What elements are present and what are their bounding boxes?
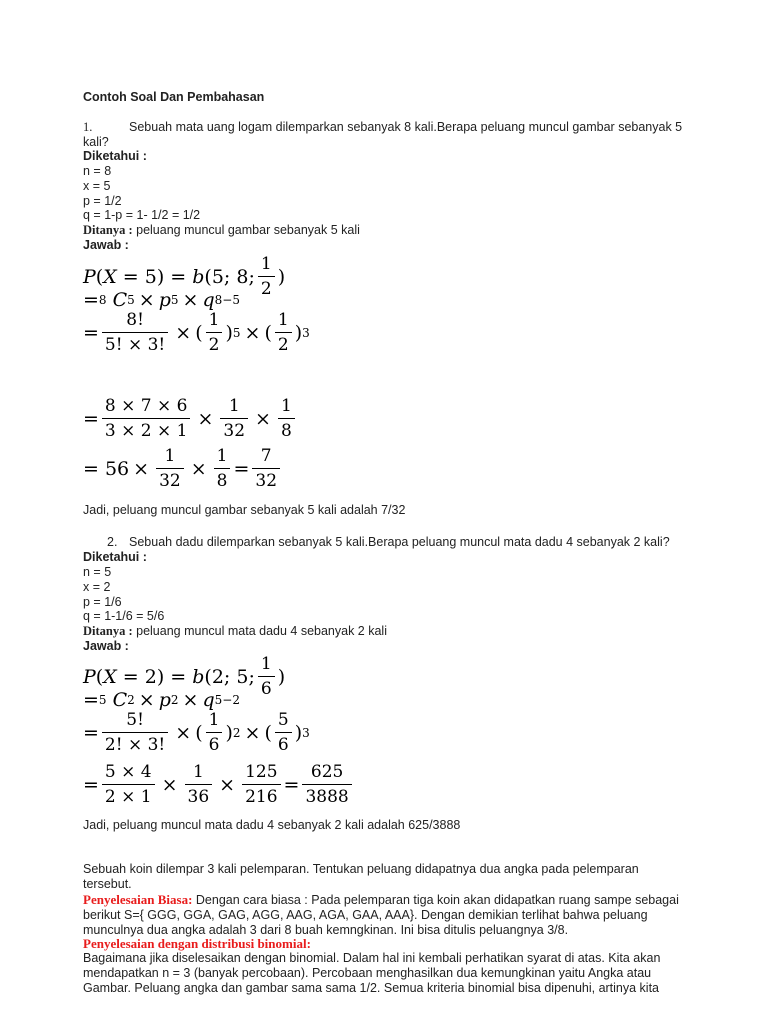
q2-known-label: Diketahui : [83, 550, 147, 564]
q2-asked-line [83, 624, 387, 639]
q1-question: Sebuah mata uang logam dilemparkan sebanyak 8 kali.Berapa peluang muncul gambar sebanyak 5 kali? [83, 120, 683, 149]
q2-known-q: q = 1-1/6 = 5/6 [83, 609, 165, 623]
q2-known-x: x = 2 [83, 580, 111, 594]
q1-known-label: Diketahui : [83, 149, 147, 163]
q2-formula-line3: = $\frac{5!}{2! \times 3!}$ × ( $\frac{1}{6}$ ) 2 × ( $\frac{5}{6}$ ) 3 [83, 710, 310, 755]
q3-binom-label: Penyelesaian dengan distribusi binomial: [83, 936, 311, 951]
q3-biasa-paragraph [83, 892, 688, 938]
q2-conclusion: Jadi, peluang muncul mata dadu 4 sebanyak 2 kali adalah 625/3888 [83, 818, 461, 832]
q3-binom-text: Bagaimana jika diselesaikan dengan binomial. Dalam hal ini kembali perhatikan syarat di atas. Kita akan mendapatkan n = 3 (banyak percobaan). Percobaan menghasilkan dua kemungkinan yaitu Angka atau Gambar. Peluang angka dan gambar sama sama 1/2. Semua kriteria binomial bisa dipenuhi, artinya kita [83, 951, 661, 995]
q1-known-p: p = 1/2 [83, 194, 122, 208]
q2-asked-text: peluang muncul mata dadu 4 sebanyak 2 kali [132, 624, 387, 638]
q2-known-n: n = 5 [83, 565, 112, 579]
q1-answer-label: Jawab : [83, 238, 129, 252]
q1-formula-line1: P ( X = 5) = b (5; 8; $\frac{1}{2}$ ) [83, 254, 286, 299]
q2-number: 2. [107, 535, 118, 549]
q2-formula-line2: = 5 C 2 × p 2 × q 5−2 [83, 689, 240, 711]
q2-known-p: p = 1/6 [83, 595, 122, 609]
q2-answer-label: Jawab : [83, 639, 129, 653]
q1-conclusion: Jadi, peluang muncul gambar sebanyak 5 kali adalah 7/32 [83, 503, 406, 517]
q2-question: Sebuah dadu dilemparkan sebanyak 5 kali.Berapa peluang muncul mata dadu 4 sebanyak 2 kali? [129, 535, 670, 549]
q3-intro: Sebuah koin dilempar 3 kali pelemparan. Tentukan peluang didapatnya dua angka pada pelemparan tersebut. [83, 862, 639, 891]
q1-number: 1. [83, 120, 93, 134]
q1-formula-line3: = $\frac{8!}{5! \times 3!}$ × ( $\frac{1}{2}$ ) 5 × ( $\frac{1}{2}$ ) 3 [83, 310, 310, 355]
q1-formula-line5: = 56 × $\frac{1}{32}$ × $\frac{1}{8}$ = $\frac{7}{32}$ [83, 446, 283, 491]
q1-asked-line [83, 223, 360, 238]
q1-asked-label: Ditanya : [83, 223, 133, 237]
q3-biasa-text: Dengan cara biasa : Pada pelemparan tiga koin akan didapatkan ruang sampe sebagai berikut S={ GGG, GGA, GAG, AGG, AAG, AGA, GAA, AAA}. Dengan demikian terlihat bahwa peluang munculnya dua angka adalah 3 dari 8 buah kemngkinan. Ini bisa ditulis peluangnya 3/8. [83, 893, 679, 937]
page-title: Contoh Soal Dan Pembahasan [83, 90, 265, 104]
q2-formula-line4: = $\frac{5 \times 4}{2 \times 1}$ × $\frac{1}{36}$ × $\frac{125}{216}$ = $\frac{625}{3888}$ [83, 762, 355, 807]
q1-formula-line4: = $\frac{8 \times 7 \times 6}{3 \times 2 \times 1}$ × $\frac{1}{32}$ × $\frac{1}{8}$ [83, 396, 298, 441]
q2-asked-label: Ditanya : [83, 624, 133, 638]
q1-known-n: n = 8 [83, 164, 112, 178]
q3-biasa-label: Penyelesaian Biasa: [83, 892, 193, 907]
q1-asked-text: peluang muncul gambar sebanyak 5 kali [132, 223, 360, 237]
q1-formula-line2: = 8 C 5 × p 5 × q 8−5 [83, 289, 240, 311]
q2-formula-line1: P ( X = 2) = b (2; 5; $\frac{1}{6}$ ) [83, 654, 286, 699]
q1-known-x: x = 5 [83, 179, 111, 193]
q1-known-q: q = 1-p = 1- 1/2 = 1/2 [83, 208, 201, 222]
